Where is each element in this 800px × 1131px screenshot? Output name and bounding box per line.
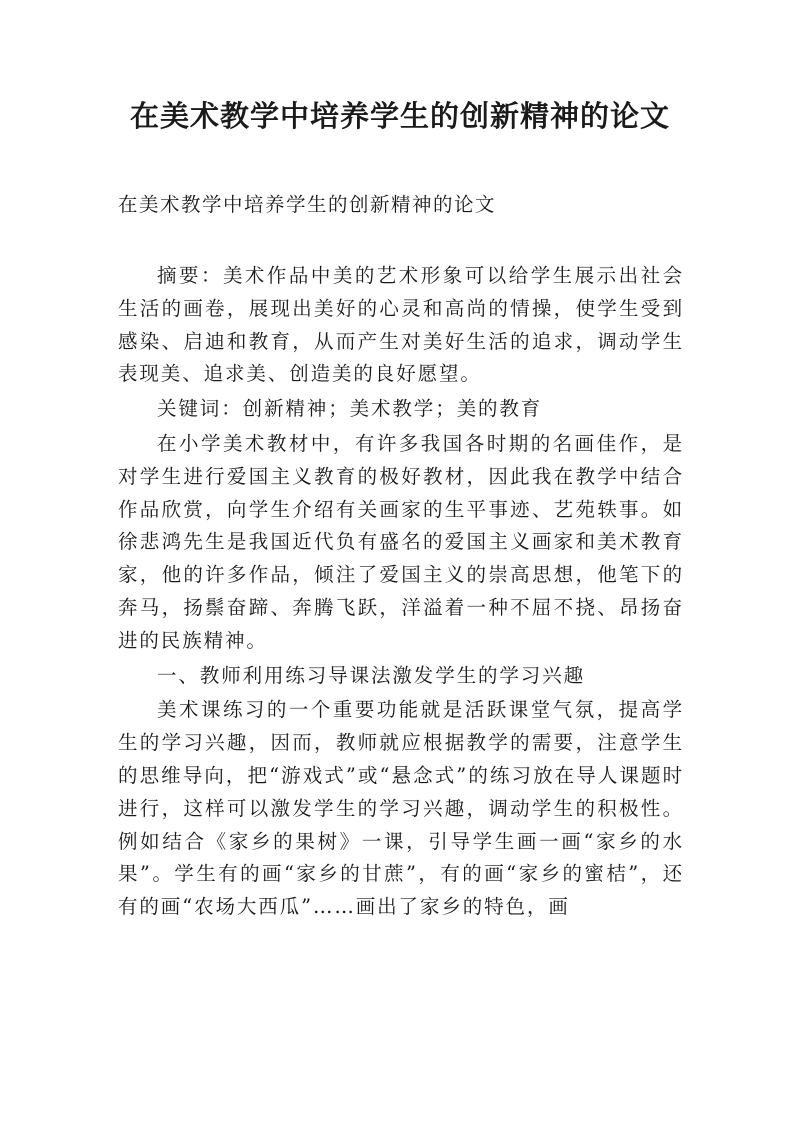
body-paragraph: 在小学美术教材中，有许多我国各时期的名画佳作，是对学生进行爱国主义教育的极好教材，因此我在教学中结合作品欣赏，向学生介绍有关画家的生平事迹、艺苑轶事。如徐悲鸿先生是我国近代负有盛名的爱国主义画家和美术教育家，他的许多作品，倾注了爱国主义的崇高思想，他笔下的奔马，扬鬃奋蹄、奔腾飞跃，洋溢着一种不屈不挠、昂扬奋进的民族精神。 bbox=[118, 431, 684, 652]
document-title: 在美术教学中培养学生的创新精神的论文 bbox=[129, 99, 670, 133]
document-body bbox=[118, 260, 684, 926]
section-heading: 一、教师利用练习导课法激发学生的学习兴趣 bbox=[157, 663, 586, 687]
body-paragraph: 美术课练习的一个重要功能就是活跃课堂气氛，提高学生的学习兴趣，因而，教师就应根据教学的需要，注意学生的思维导向，把“游戏式”或“悬念式”的练习放在导人课题时进行，这样可以激发学生的学习兴趣，调动学生的积极性。例如结合《家乡的果树》一课，引导学生画一画“家乡的水果”。学生有的画“家乡的甘蔗”，有的画“家乡的蜜桔”，还有的画“农场大西瓜”……画出了家乡的特色，画 bbox=[118, 698, 684, 919]
keywords-paragraph: 关键词：创新精神；美术教学；美的教育 bbox=[157, 397, 543, 421]
abstract-paragraph: 摘要：美术作品中美的艺术形象可以给学生展示出社会生活的画卷，展现出美好的心灵和高尚的情操，使学生受到感染、启迪和教育，从而产生对美好生活的追求，调动学生表现美、追求美、创造美的良好愿望。 bbox=[118, 264, 684, 386]
document-subtitle: 在美术教学中培养学生的创新精神的论文 bbox=[118, 193, 497, 216]
